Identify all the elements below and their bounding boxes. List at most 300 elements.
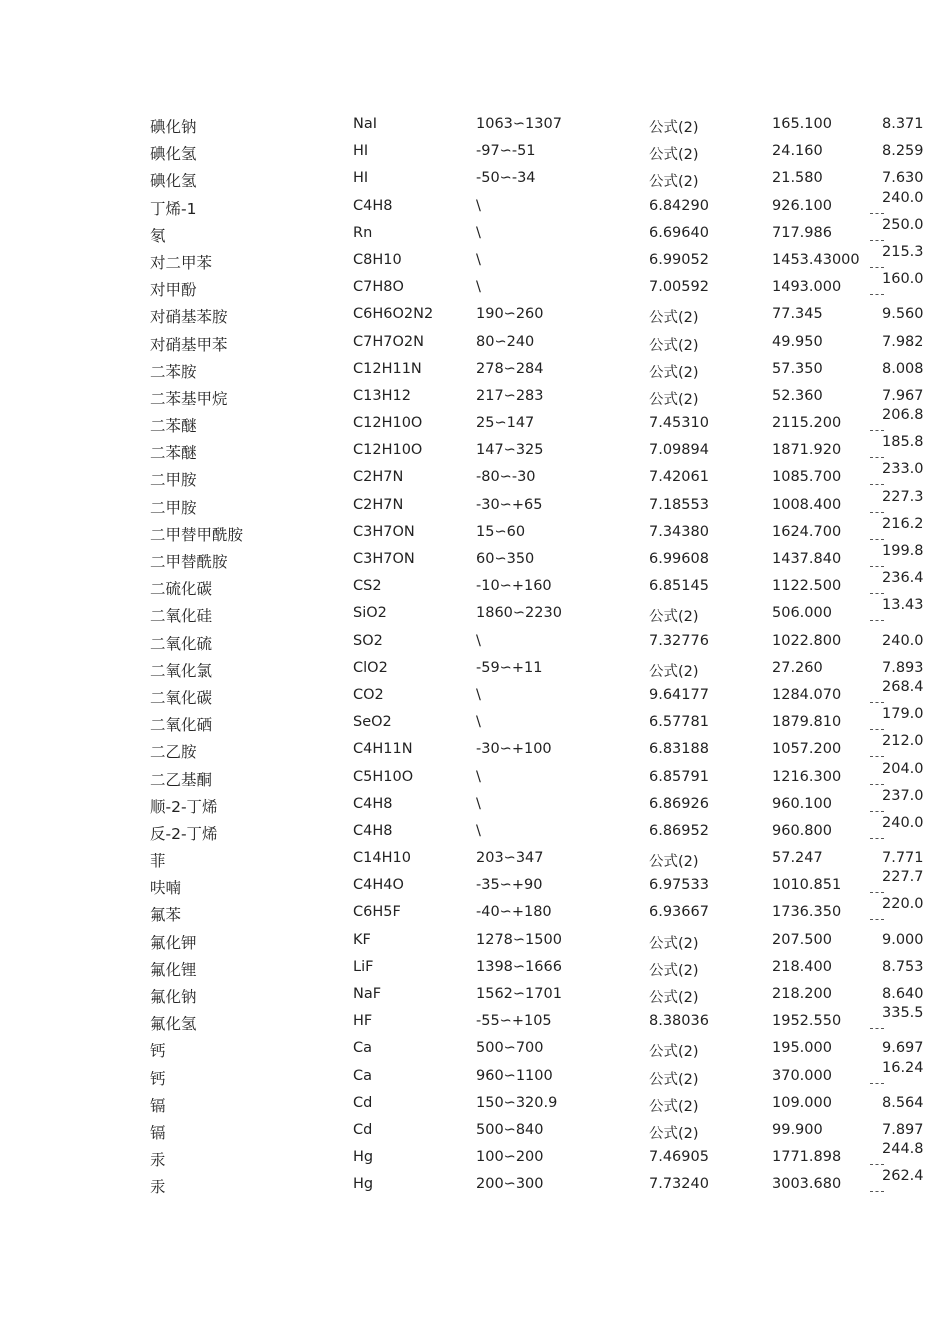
coefficient-a: 6.97533	[649, 877, 709, 894]
coefficient-a: 6.85145	[649, 578, 709, 595]
table-row	[0, 1005, 950, 1036]
coefficient-b: 24.160	[772, 143, 823, 160]
coefficient-a: 公式(2)	[649, 935, 699, 952]
dashed-rule	[870, 784, 884, 785]
coefficient-b: 960.800	[772, 822, 832, 839]
substance-name: 顺-2-丁烯	[150, 797, 218, 816]
substance-name: 二乙胺	[150, 743, 197, 762]
coefficient-c: 9.697	[882, 1040, 924, 1057]
table-row	[0, 271, 950, 302]
coefficient-a: 7.18553	[649, 496, 709, 513]
substance-name: 氟苯	[150, 906, 182, 925]
chemical-formula: NaF	[353, 986, 382, 1002]
coefficient-a: 6.99608	[649, 551, 709, 567]
table-row	[0, 1091, 950, 1118]
substance-name: 钙	[150, 1042, 166, 1061]
table-row	[0, 357, 950, 384]
chemical-formula: Ca	[353, 1040, 373, 1057]
coefficient-b: 1085.700	[772, 469, 842, 486]
chemical-formula: HI	[353, 170, 369, 187]
dashed-rule	[870, 1028, 884, 1029]
temperature-range: 1860∽2230	[476, 605, 562, 622]
coefficient-b: 57.350	[772, 360, 823, 377]
substance-name: 钙	[150, 1069, 166, 1088]
coefficient-a: 6.93667	[649, 904, 709, 921]
chemical-formula: Ca	[353, 1067, 373, 1084]
substance-name: 汞	[150, 1151, 166, 1170]
table-row	[0, 189, 950, 221]
substance-name: 二苯醚	[150, 444, 197, 463]
temperature-range: \	[476, 279, 481, 296]
chemical-formula: KF	[353, 931, 371, 948]
chemical-formula: C3H7ON	[353, 523, 415, 540]
coefficient-a: 9.64177	[649, 686, 709, 703]
coefficient-b: 27.260	[772, 659, 823, 676]
coefficient-c: 7.897	[882, 1121, 924, 1138]
coefficient-c: 227.7	[882, 869, 924, 886]
coefficient-a: 6.84290	[649, 197, 709, 214]
table-row	[0, 166, 950, 193]
table-row	[0, 112, 950, 139]
coefficient-b: 2115.200	[772, 415, 842, 432]
dashed-rule	[870, 892, 884, 893]
coefficient-a: 公式(2)	[649, 609, 699, 626]
chemical-formula: C12H10O	[353, 415, 423, 432]
coefficient-b: 1952.550	[772, 1013, 842, 1030]
chemical-formula: C6H6O2N2	[353, 306, 434, 323]
substance-name: 丁烯-1	[150, 199, 197, 218]
coefficient-b: 109.000	[772, 1094, 832, 1111]
coefficient-c: 250.0	[882, 216, 924, 233]
chemical-formula: C4H8	[353, 197, 393, 214]
substance-name: 二氧化氯	[150, 661, 213, 680]
coefficient-c: 8.371	[882, 116, 924, 132]
substance-name: 二苯醚	[150, 417, 197, 436]
substance-name: 二苯基甲烷	[150, 389, 228, 408]
chemical-formula: C13H12	[353, 387, 411, 404]
coefficient-a: 公式(2)	[649, 1044, 699, 1061]
temperature-range: -50∽-34	[476, 170, 536, 187]
coefficient-a: 6.86926	[649, 795, 709, 812]
substance-name: 氟化氢	[150, 1015, 197, 1034]
temperature-range: -30∽+65	[476, 496, 543, 513]
coefficient-c: 335.5	[882, 1005, 924, 1022]
coefficient-a: 6.99052	[649, 251, 709, 268]
coefficient-a: 公式(2)	[649, 990, 699, 1006]
coefficient-c: 268.4	[882, 678, 924, 695]
coefficient-c: 8.008	[882, 360, 924, 377]
coefficient-b: 1871.920	[772, 442, 842, 459]
coefficient-b: 1493.000	[772, 279, 842, 296]
substance-name: 碘化钠	[150, 118, 197, 136]
coefficient-c: 233.0	[882, 461, 924, 478]
table-row	[0, 243, 950, 275]
chemical-formula: Rn	[353, 224, 373, 241]
coefficient-c: 206.8	[882, 407, 924, 424]
coefficient-c: 240.0	[882, 189, 924, 206]
coefficient-a: 公式(2)	[649, 174, 699, 191]
temperature-range: -10∽+160	[476, 578, 552, 595]
chemical-formula: C2H7N	[353, 469, 404, 486]
temperature-range: 15∽60	[476, 523, 526, 540]
substance-name: 二甲胺	[150, 498, 197, 517]
substance-name: 对硝基甲苯	[150, 335, 228, 354]
coefficient-b: 1008.400	[772, 496, 842, 513]
coefficient-c: 7.982	[882, 333, 924, 350]
table-row	[0, 1059, 950, 1091]
table-row	[0, 461, 950, 492]
coefficient-c: 160.0	[882, 271, 924, 288]
chemical-formula: SeO2	[353, 714, 392, 731]
table-row	[0, 678, 950, 710]
coefficient-b: 165.100	[772, 116, 832, 132]
coefficient-b: 57.247	[772, 850, 823, 867]
coefficient-c: 240.0	[882, 814, 924, 831]
dashed-rule	[870, 240, 884, 241]
coefficient-b: 1879.810	[772, 714, 842, 731]
coefficient-a: 6.86952	[649, 822, 709, 839]
table-row	[0, 302, 950, 329]
coefficient-c: 204.0	[882, 760, 924, 777]
coefficient-c: 8.259	[882, 143, 924, 160]
temperature-range: \	[476, 224, 481, 241]
dashed-rule	[870, 294, 884, 295]
coefficient-c: 244.8	[882, 1141, 924, 1158]
substance-name: 二硫化碳	[150, 580, 213, 599]
coefficient-b: 1010.851	[772, 877, 842, 894]
chemical-formula: Hg	[353, 1149, 374, 1166]
coefficient-a: 公式(2)	[649, 120, 699, 136]
coefficient-a: 公式(2)	[649, 1071, 699, 1088]
chemical-formula: NaI	[353, 116, 378, 132]
coefficient-a: 6.57781	[649, 714, 709, 731]
temperature-range: 25∽147	[476, 415, 535, 432]
coefficient-a: 公式(2)	[649, 391, 699, 408]
dashed-rule	[870, 729, 884, 730]
coefficient-b: 77.345	[772, 306, 823, 323]
coefficient-b: 52.360	[772, 387, 823, 404]
chemical-formula: C4H11N	[353, 741, 413, 758]
substance-name: 汞	[150, 1178, 166, 1197]
coefficient-b: 1122.500	[772, 578, 842, 595]
coefficient-c: 8.753	[882, 958, 924, 975]
coefficient-c: 7.630	[882, 170, 924, 187]
coefficient-c: 8.564	[882, 1094, 924, 1111]
coefficient-b: 1437.840	[772, 551, 842, 567]
coefficient-c: 9.000	[882, 931, 924, 948]
coefficient-a: 7.00592	[649, 279, 709, 296]
temperature-range: \	[476, 197, 481, 214]
substance-name: 二甲替甲酰胺	[150, 525, 244, 544]
chemical-formula: SO2	[353, 632, 383, 649]
table-row	[0, 869, 950, 900]
coefficient-a: 公式(2)	[649, 364, 699, 381]
coefficient-a: 公式(2)	[649, 1098, 699, 1115]
coefficient-c: 179.0	[882, 706, 924, 723]
coefficient-a: 公式(2)	[649, 337, 699, 354]
temperature-range: 80∽240	[476, 333, 535, 350]
chemical-formula: C5H10O	[353, 768, 414, 785]
substance-name: 反-2-丁烯	[150, 824, 218, 843]
coefficient-c: 215.3	[882, 243, 924, 260]
dashed-rule	[870, 756, 884, 757]
table-row	[0, 1168, 950, 1199]
temperature-range: \	[476, 768, 481, 785]
substance-name: 对二甲苯	[150, 253, 213, 272]
substance-name: 二氧化硫	[150, 634, 213, 653]
coefficient-a: 7.45310	[649, 415, 709, 432]
chemical-formula: C7H8O	[353, 279, 404, 296]
temperature-range: \	[476, 632, 481, 649]
table-row	[0, 656, 950, 683]
coefficient-b: 99.900	[772, 1121, 823, 1138]
dashed-rule	[870, 620, 884, 621]
table-row	[0, 570, 950, 601]
temperature-range: \	[476, 714, 481, 731]
coefficient-a: 8.38036	[649, 1013, 709, 1030]
temperature-range: 200∽300	[476, 1176, 544, 1193]
temperature-range: 100∽200	[476, 1149, 544, 1166]
chemical-formula: Cd	[353, 1121, 373, 1138]
coefficient-b: 1771.898	[772, 1149, 842, 1166]
coefficient-b: 218.200	[772, 986, 832, 1002]
table-row	[0, 928, 950, 955]
table-row	[0, 139, 950, 166]
chemical-formula: HI	[353, 143, 369, 160]
coefficient-a: 6.85791	[649, 768, 709, 785]
dashed-rule	[870, 484, 884, 485]
substance-name: 菲	[150, 852, 166, 871]
table-row	[0, 543, 950, 574]
chemical-formula: Cd	[353, 1094, 373, 1111]
temperature-range: 1063∽1307	[476, 116, 562, 132]
coefficient-c: 13.43	[882, 597, 924, 614]
substance-name: 镉	[150, 1123, 166, 1142]
table-row	[0, 1141, 950, 1172]
table-row	[0, 760, 950, 792]
table-row	[0, 733, 950, 764]
dashed-rule	[870, 1164, 884, 1165]
dashed-rule	[870, 702, 884, 703]
coefficient-c: 237.0	[882, 787, 924, 804]
chemical-formula: C12H11N	[353, 360, 422, 377]
coefficient-c: 7.967	[882, 387, 924, 404]
temperature-range: 1562∽1701	[476, 986, 562, 1002]
dashed-rule	[870, 213, 884, 214]
table-row	[0, 330, 950, 357]
substance-name: 氟化锂	[150, 960, 197, 979]
coefficient-c: 8.640	[882, 986, 924, 1002]
substance-name: 碘化氢	[150, 145, 197, 164]
substance-name: 氟化钾	[150, 933, 197, 952]
coefficient-a: 6.69640	[649, 224, 709, 241]
coefficient-c: 236.4	[882, 570, 924, 587]
table-row	[0, 706, 950, 737]
chemical-formula: C4H8	[353, 822, 393, 839]
table-row	[0, 846, 950, 873]
coefficient-a: 7.42061	[649, 469, 709, 486]
substance-name: 二甲替酰胺	[150, 553, 228, 571]
coefficient-b: 370.000	[772, 1067, 832, 1084]
temperature-range: 190∽260	[476, 306, 544, 323]
dashed-rule	[870, 512, 884, 513]
temperature-range: \	[476, 795, 481, 812]
temperature-range: 1398∽1666	[476, 958, 562, 975]
chemical-formula: HF	[353, 1013, 373, 1030]
temperature-range: -97∽-51	[476, 143, 536, 160]
coefficient-a: 公式(2)	[649, 147, 699, 164]
chemical-formula: C2H7N	[353, 496, 404, 513]
dashed-rule	[870, 1083, 884, 1084]
temperature-range: 500∽840	[476, 1121, 544, 1138]
coefficient-a: 公式(2)	[649, 310, 699, 327]
chemical-formula: Hg	[353, 1176, 374, 1193]
coefficient-b: 218.400	[772, 958, 832, 975]
coefficient-a: 公式(2)	[649, 1125, 699, 1142]
substance-name: 对硝基苯胺	[150, 308, 228, 327]
temperature-range: \	[476, 822, 481, 839]
temperature-range: 60∽350	[476, 551, 535, 567]
coefficient-c: 220.0	[882, 896, 924, 913]
temperature-range: -55∽+105	[476, 1013, 552, 1030]
coefficient-c: 199.8	[882, 543, 924, 559]
coefficient-b: 49.950	[772, 333, 823, 350]
table-row	[0, 1118, 950, 1145]
chemical-formula: LiF	[353, 958, 374, 975]
coefficient-c: 240.0	[882, 632, 924, 649]
table-row	[0, 488, 950, 520]
temperature-range: 1278∽1500	[476, 931, 562, 948]
substance-name: 氡	[150, 226, 166, 245]
temperature-range: -35∽+90	[476, 877, 543, 894]
coefficient-c: 7.771	[882, 850, 924, 867]
coefficient-b: 926.100	[772, 197, 832, 214]
dashed-rule	[870, 811, 884, 812]
table-row	[0, 814, 950, 846]
coefficient-b: 1453.43000	[772, 251, 860, 268]
chemical-formula: C8H10	[353, 251, 402, 268]
temperature-range: 147∽325	[476, 442, 544, 459]
coefficient-b: 195.000	[772, 1040, 832, 1057]
temperature-range: 203∽347	[476, 850, 544, 867]
coefficient-b: 1736.350	[772, 904, 842, 921]
table-row	[0, 982, 950, 1009]
substance-name: 二氧化碳	[150, 688, 213, 707]
coefficient-a: 公式(2)	[649, 962, 699, 979]
coefficient-a: 7.46905	[649, 1149, 709, 1166]
temperature-range: -30∽+100	[476, 741, 552, 758]
dashed-rule	[870, 539, 884, 540]
coefficient-b: 717.986	[772, 224, 832, 241]
table-row	[0, 216, 950, 248]
table-row	[0, 407, 950, 438]
table-row	[0, 629, 950, 656]
coefficient-b: 1057.200	[772, 741, 842, 758]
dashed-rule	[870, 566, 884, 567]
chemical-formula: C6H5F	[353, 904, 401, 921]
temperature-range: -59∽+11	[476, 659, 543, 676]
dashed-rule	[870, 838, 884, 839]
table-row	[0, 434, 950, 465]
dashed-rule	[870, 919, 884, 920]
temperature-range: \	[476, 686, 481, 703]
chemical-formula: C12H10O	[353, 442, 423, 459]
coefficient-b: 207.500	[772, 931, 832, 948]
substance-name: 呋喃	[150, 879, 182, 898]
dashed-rule	[870, 593, 884, 594]
vapor-pressure-table	[0, 112, 950, 1200]
temperature-range: 500∽700	[476, 1040, 544, 1057]
coefficient-a: 7.73240	[649, 1176, 709, 1193]
chemical-formula: CS2	[353, 578, 382, 595]
table-row	[0, 955, 950, 982]
dashed-rule	[870, 457, 884, 458]
table-row	[0, 384, 950, 411]
coefficient-b: 1216.300	[772, 768, 842, 785]
substance-name: 二苯胺	[150, 362, 197, 381]
coefficient-b: 506.000	[772, 605, 832, 622]
coefficient-b: 21.580	[772, 170, 823, 187]
chemical-formula: SiO2	[353, 605, 387, 622]
chemical-formula: ClO2	[353, 659, 388, 676]
coefficient-c: 16.24	[882, 1059, 924, 1076]
coefficient-b: 1624.700	[772, 523, 842, 540]
coefficient-a: 7.09894	[649, 442, 709, 459]
coefficient-b: 960.100	[772, 795, 832, 812]
substance-name: 氟化钠	[150, 988, 197, 1006]
temperature-range: 217∽283	[476, 387, 544, 404]
substance-name: 二氧化硅	[150, 607, 213, 626]
substance-name: 二乙基酮	[150, 770, 213, 789]
substance-name: 碘化氢	[150, 172, 197, 191]
coefficient-c: 262.4	[882, 1168, 924, 1185]
chemical-formula: C14H10	[353, 850, 411, 867]
coefficient-c: 227.3	[882, 488, 924, 505]
coefficient-a: 7.34380	[649, 523, 709, 540]
coefficient-c: 9.560	[882, 306, 924, 323]
coefficient-c: 212.0	[882, 733, 924, 750]
coefficient-c: 185.8	[882, 434, 924, 451]
coefficient-a: 公式(2)	[649, 663, 699, 680]
coefficient-a: 7.32776	[649, 632, 709, 649]
coefficient-b: 1022.800	[772, 632, 842, 649]
substance-name: 二氧化硒	[150, 716, 213, 735]
substance-name: 二甲胺	[150, 471, 197, 490]
coefficient-a: 公式(2)	[649, 854, 699, 871]
temperature-range: \	[476, 251, 481, 268]
chemical-formula: CO2	[353, 686, 384, 703]
chemical-formula: C3H7ON	[353, 551, 415, 567]
table-row	[0, 896, 950, 927]
table-row	[0, 515, 950, 547]
temperature-range: 278∽284	[476, 360, 544, 377]
chemical-formula: C4H4O	[353, 877, 404, 894]
table-row	[0, 597, 950, 628]
coefficient-b: 1284.070	[772, 686, 842, 703]
dashed-rule	[870, 1191, 884, 1192]
chemical-formula: C4H8	[353, 795, 393, 812]
dashed-rule	[870, 267, 884, 268]
temperature-range: 150∽320.9	[476, 1094, 558, 1111]
table-row	[0, 1036, 950, 1063]
coefficient-a: 6.83188	[649, 741, 709, 758]
coefficient-c: 216.2	[882, 515, 924, 532]
substance-name: 对甲酚	[150, 281, 197, 300]
coefficient-b: 3003.680	[772, 1176, 842, 1193]
temperature-range: 960∽1100	[476, 1067, 553, 1084]
substance-name: 镉	[150, 1096, 166, 1115]
temperature-range: -80∽-30	[476, 469, 536, 486]
